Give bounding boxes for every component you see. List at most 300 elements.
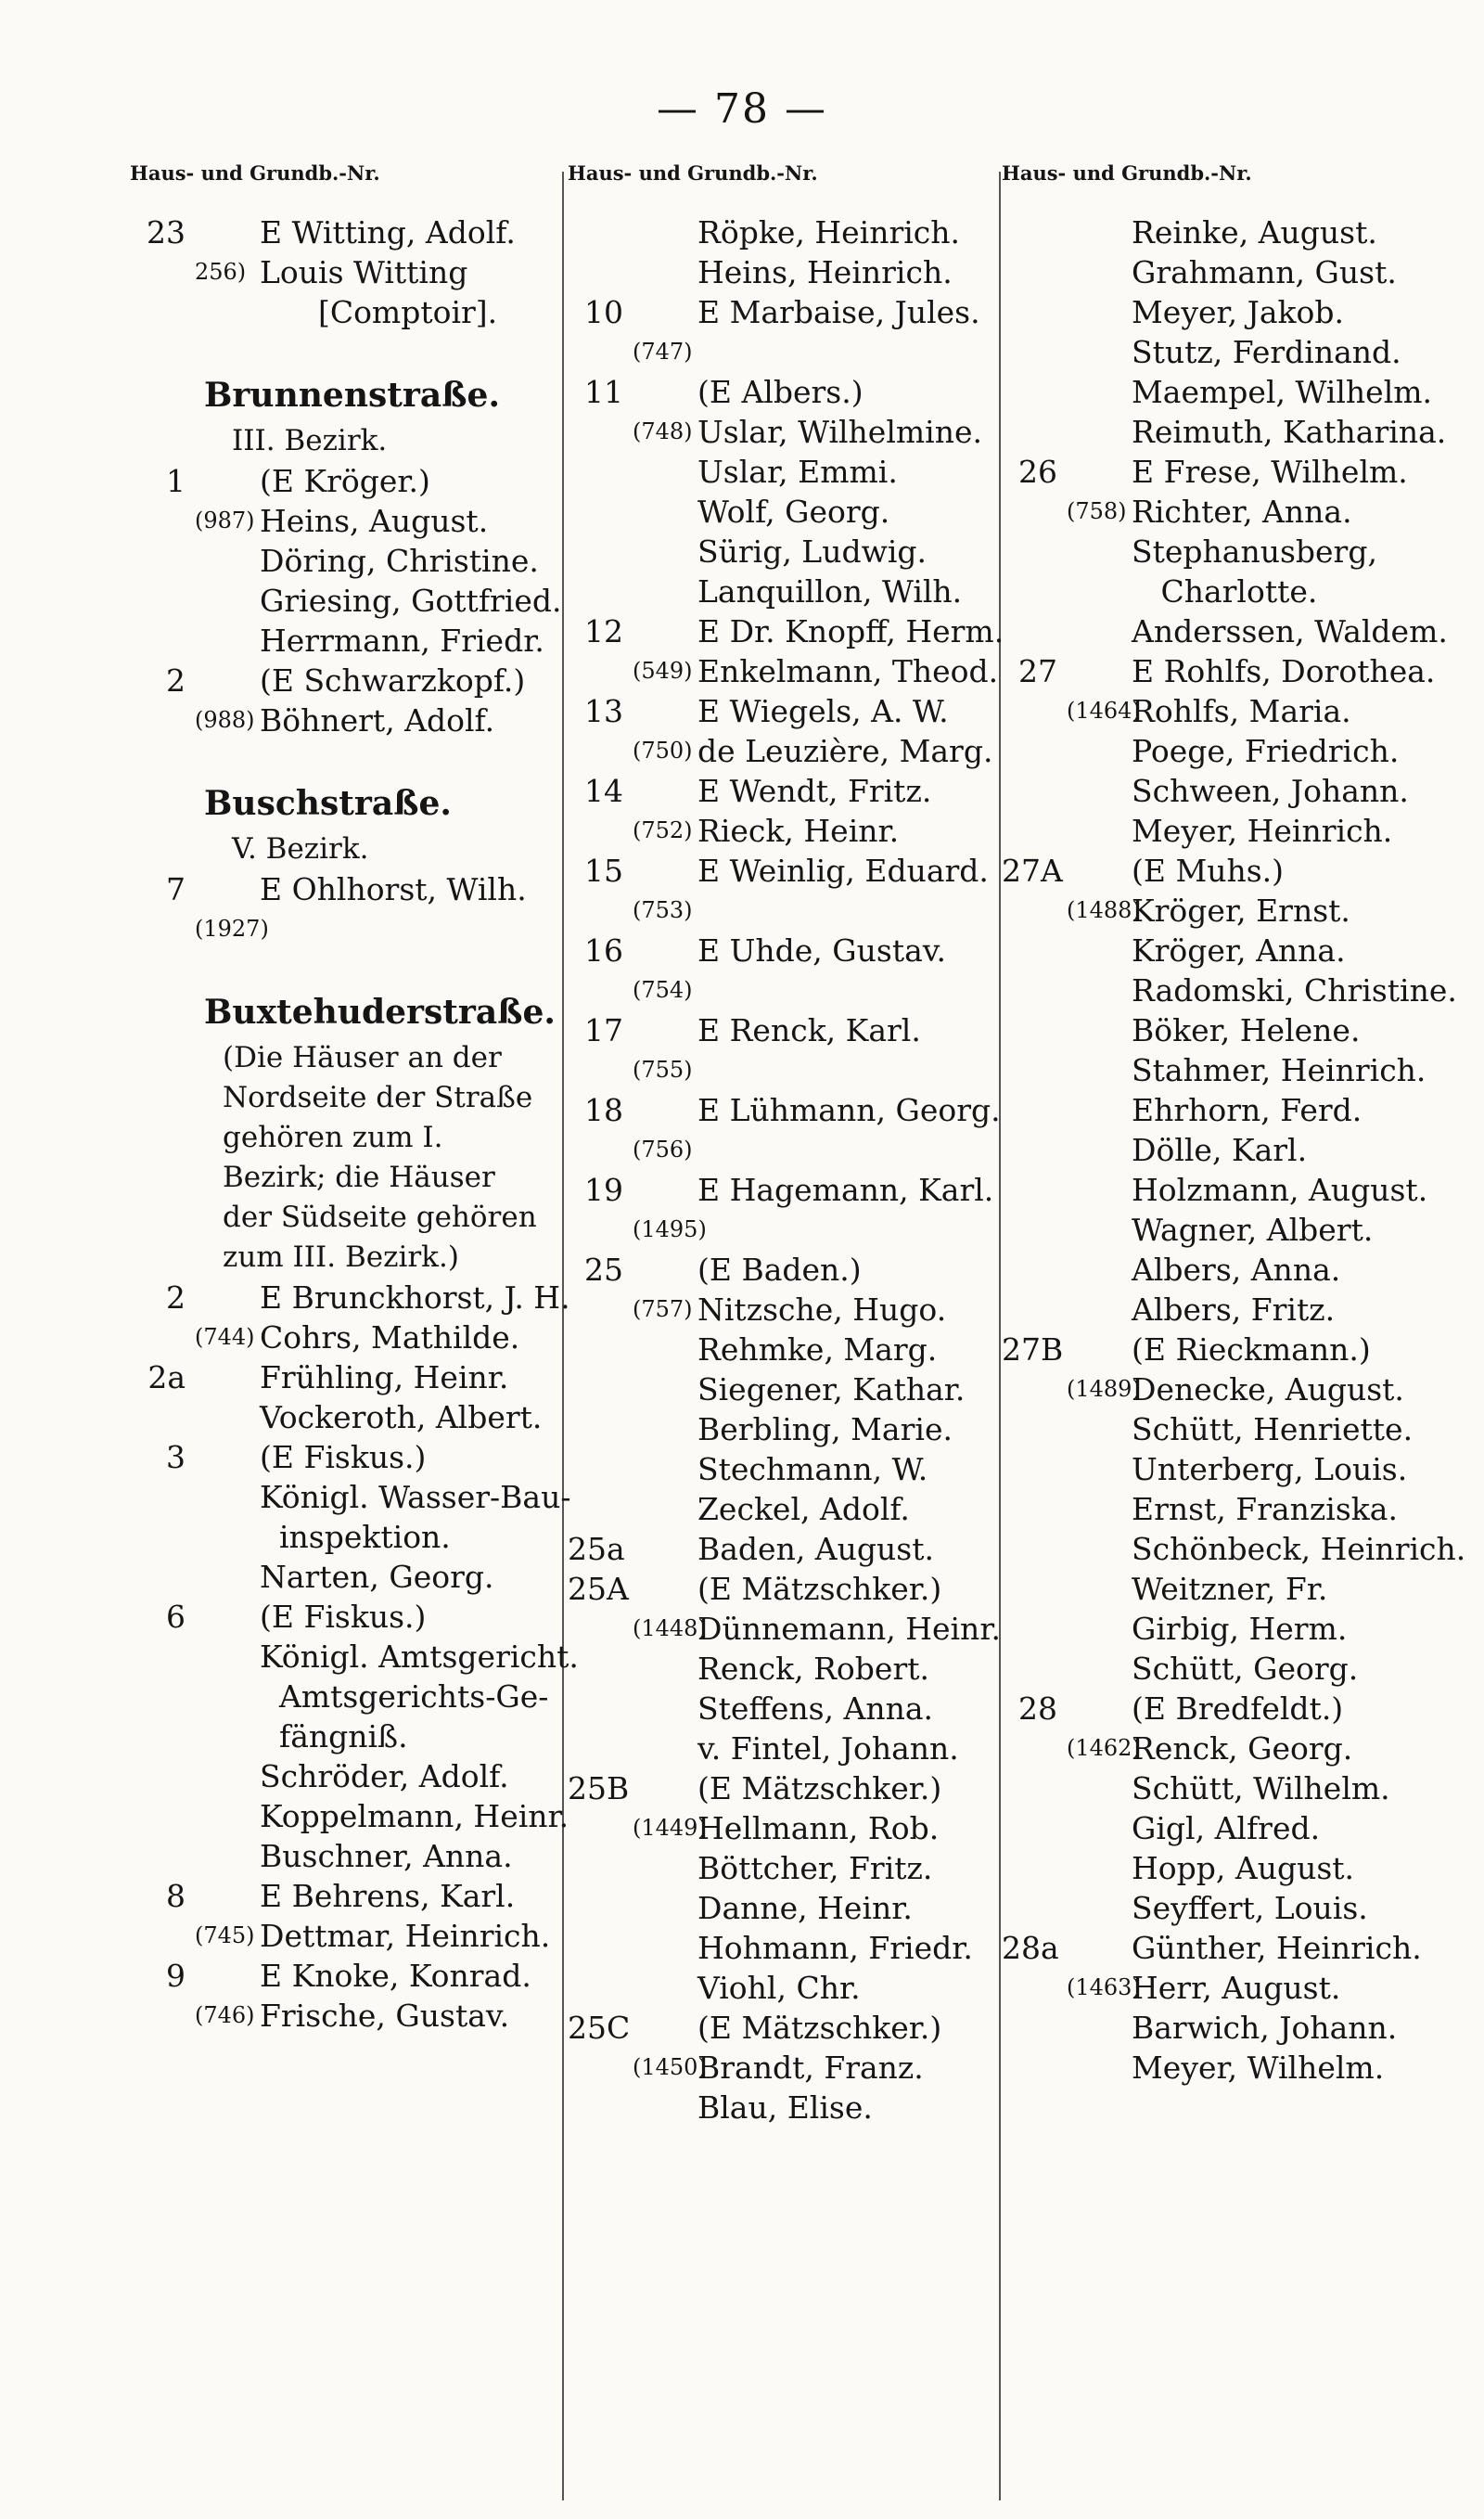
address-line — [568, 1689, 999, 1729]
resident-name: Griesing, Gottfried. — [260, 583, 562, 619]
resident-name: Ernst, Franziska. — [1132, 1491, 1398, 1527]
house-number: 13 — [584, 693, 623, 729]
resident-name: E Ohlhorst, Wilh. — [260, 871, 527, 907]
grundbuch-number: (750) — [633, 738, 693, 764]
address-line — [130, 1677, 556, 1716]
resident-name: E Brunckhorst, J. H. — [260, 1279, 570, 1316]
address-line — [130, 700, 556, 740]
address-line — [568, 212, 999, 252]
resident-name: Baden, August. — [697, 1531, 934, 1567]
house-number: 12 — [584, 613, 623, 649]
street-heading: Buxtehuderstraße. — [204, 993, 556, 1032]
address-line — [130, 1916, 556, 1956]
column-divider — [562, 172, 564, 2500]
house-number: 28 — [1018, 1690, 1057, 1727]
resident-name: Rehmke, Marg. — [697, 1331, 938, 1368]
address-line — [130, 1956, 556, 1996]
resident-name: Schütt, Georg. — [1132, 1651, 1359, 1687]
resident-name: Lanquillon, Wilh. — [697, 573, 963, 610]
address-line — [1002, 1250, 1442, 1290]
resident-name: (E Bredfeldt.) — [1132, 1690, 1344, 1727]
address-line — [130, 1597, 556, 1637]
column-header: Haus- und Grundb.-Nr. — [568, 161, 818, 185]
resident-name: (E Fiskus.) — [260, 1439, 427, 1475]
address-line — [568, 851, 999, 891]
resident-name: de Leuzière, Marg. — [697, 733, 993, 769]
grundbuch-number: (1927) — [195, 916, 269, 942]
page-number: — 78 — — [657, 85, 827, 133]
resident-name: Louis Witting — [260, 254, 468, 290]
house-number: 25A — [568, 1571, 629, 1607]
house-number: 27A — [1002, 853, 1063, 889]
address-line — [568, 1808, 999, 1848]
resident-name: Grahmann, Gust. — [1132, 254, 1397, 290]
address-line — [568, 811, 999, 851]
grundbuch-number: (988) — [195, 707, 255, 733]
resident-name: Frühling, Heinr. — [260, 1359, 509, 1395]
address-line — [1002, 1689, 1442, 1729]
resident-name: Amtsgerichts-Ge- — [260, 1678, 549, 1715]
grundbuch-number: (1450) — [633, 2054, 707, 2080]
address-line — [130, 1756, 556, 1796]
resident-name: Blau, Elise. — [697, 2089, 873, 2126]
address-line — [568, 292, 999, 332]
address-line — [568, 1968, 999, 2008]
address-line — [1002, 1888, 1442, 1928]
address-line — [1002, 1050, 1442, 1090]
address-line — [1002, 372, 1442, 412]
resident-name: Stahmer, Heinrich. — [1132, 1052, 1426, 1088]
resident-name: Heins, August. — [260, 503, 489, 539]
address-line — [568, 1409, 999, 1449]
resident-name: Schröder, Adolf. — [260, 1758, 509, 1794]
address-line — [1002, 1729, 1442, 1768]
address-line — [1002, 1409, 1442, 1449]
house-number: 6 — [166, 1599, 186, 1635]
address-line — [568, 1729, 999, 1768]
address-line — [130, 1716, 556, 1756]
address-line — [568, 2088, 999, 2127]
house-number: 3 — [166, 1439, 186, 1475]
resident-name: Richter, Anna. — [1132, 494, 1352, 530]
resident-name: Girbig, Herm. — [1132, 1611, 1348, 1647]
resident-name: Barwich, Johann. — [1132, 2010, 1398, 2046]
resident-name: (E Mätzschker.) — [697, 1770, 942, 1806]
house-number: 2a — [147, 1359, 186, 1395]
resident-name: E Behrens, Karl. — [260, 1878, 516, 1914]
resident-name: E Wiegels, A. W. — [697, 693, 949, 729]
address-line — [130, 621, 556, 661]
resident-name: Hellmann, Rob. — [697, 1810, 940, 1846]
address-line — [568, 1290, 999, 1330]
address-line — [568, 1449, 999, 1489]
resident-name: Uslar, Wilhelmine. — [697, 414, 983, 450]
grundbuch-number: (1462) — [1067, 1735, 1141, 1761]
house-number: 15 — [584, 853, 623, 889]
address-line — [1002, 1090, 1442, 1130]
address-line — [1002, 691, 1442, 731]
resident-name: Unterberg, Louis. — [1132, 1451, 1408, 1487]
resident-name: Zeckel, Adolf. — [697, 1491, 910, 1527]
address-line — [1002, 1290, 1442, 1330]
house-number: 17 — [584, 1012, 623, 1048]
district-label: III. Bezirk. — [232, 424, 388, 457]
grundbuch-number: (1449) — [633, 1815, 707, 1841]
address-line — [130, 1317, 556, 1357]
address-line — [130, 581, 562, 621]
house-number: 27 — [1018, 653, 1057, 689]
house-number: 25C — [568, 2010, 631, 2046]
resident-name: (E Mätzschker.) — [697, 1571, 942, 1607]
resident-name: Uslar, Emmi. — [697, 454, 898, 490]
address-line — [568, 372, 999, 412]
address-line — [130, 1278, 570, 1317]
address-line — [568, 931, 999, 970]
address-line — [1002, 212, 1442, 252]
column-divider — [999, 172, 1001, 2500]
address-line — [130, 501, 556, 541]
address-line — [568, 572, 999, 611]
address-line — [568, 1569, 999, 1609]
house-number: 25B — [568, 1770, 630, 1806]
grundbuch-number: (754) — [633, 977, 693, 1003]
address-line — [1002, 1449, 1442, 1489]
resident-name: Wagner, Albert. — [1132, 1212, 1374, 1248]
address-line — [130, 1876, 556, 1916]
resident-name: Gigl, Alfred. — [1132, 1810, 1321, 1846]
column-header: Haus- und Grundb.-Nr. — [1002, 161, 1252, 185]
resident-name: Reinke, August. — [1132, 214, 1377, 251]
address-line — [568, 1848, 999, 1888]
resident-name: Schütt, Henriette. — [1132, 1411, 1414, 1447]
resident-name: Danne, Heinr. — [697, 1890, 913, 1926]
resident-name: Steffens, Anna. — [697, 1690, 934, 1727]
resident-name: Schween, Johann. — [1132, 773, 1409, 809]
resident-name: Meyer, Jakob. — [1132, 294, 1345, 330]
address-line — [130, 661, 556, 700]
address-line — [568, 611, 1004, 651]
address-line — [1002, 1170, 1442, 1210]
address-line — [1002, 970, 1457, 1010]
address-line — [568, 2048, 999, 2088]
resident-name: Albers, Fritz. — [1132, 1292, 1336, 1328]
grundbuch-number: 256) — [195, 259, 247, 285]
resident-name: Meyer, Heinrich. — [1132, 813, 1393, 849]
street-heading: Brunnenstraße. — [204, 376, 500, 415]
address-line — [130, 252, 556, 292]
address-line — [568, 1090, 999, 1130]
address-line — [568, 1649, 999, 1689]
address-line — [1002, 1808, 1442, 1848]
address-line — [130, 1836, 556, 1876]
house-number: 25 — [584, 1252, 623, 1288]
resident-name: Röpke, Heinrich. — [697, 214, 961, 251]
resident-name: Radomski, Christine. — [1132, 972, 1457, 1009]
house-number: 16 — [584, 932, 623, 969]
address-line — [1002, 651, 1442, 691]
resident-name: Seyffert, Louis. — [1132, 1890, 1368, 1926]
address-line — [1002, 811, 1442, 851]
resident-name: Charlotte. — [1132, 573, 1318, 610]
address-line — [568, 252, 999, 292]
grundbuch-number: (747) — [633, 339, 693, 365]
resident-name: Böker, Helene. — [1132, 1012, 1361, 1048]
resident-name: (E Schwarzkopf.) — [260, 662, 526, 699]
house-number: 2 — [166, 662, 186, 699]
resident-name: Hohmann, Friedr. — [697, 1930, 973, 1966]
resident-name: E Wendt, Fritz. — [697, 773, 932, 809]
resident-name: Dettmar, Heinrich. — [260, 1918, 551, 1954]
address-line — [1002, 891, 1442, 931]
address-line — [1002, 771, 1442, 811]
district-label: V. Bezirk. — [232, 832, 369, 866]
grundbuch-number: (1463) — [1067, 1974, 1141, 2000]
house-number: 14 — [584, 773, 623, 809]
house-number: 23 — [147, 214, 186, 251]
resident-name: inspektion. — [260, 1519, 451, 1555]
resident-name: Herrmann, Friedr. — [260, 623, 544, 659]
resident-name: Buschner, Anna. — [260, 1838, 513, 1874]
grundbuch-number: (1495) — [633, 1216, 707, 1242]
address-line — [1002, 1649, 1442, 1689]
house-number: 7 — [166, 871, 186, 907]
resident-name: Heins, Heinrich. — [697, 254, 953, 290]
address-line — [1002, 452, 1442, 492]
address-line — [568, 731, 999, 771]
resident-name: Siegener, Kathar. — [697, 1371, 966, 1407]
resident-name: Albers, Anna. — [1132, 1252, 1341, 1288]
address-line — [568, 1330, 999, 1369]
house-number: 27B — [1002, 1331, 1064, 1368]
resident-name: Stephanusberg, — [1132, 533, 1377, 570]
resident-name: Döring, Christine. — [260, 543, 539, 579]
address-line — [130, 1637, 579, 1677]
address-line — [568, 891, 999, 931]
address-line — [568, 1529, 999, 1569]
address-line — [130, 909, 556, 949]
address-line — [130, 1477, 571, 1517]
resident-name: [Comptoir]. — [260, 294, 498, 330]
resident-name: E Marbaise, Jules. — [697, 294, 980, 330]
resident-name: Böttcher, Fritz. — [697, 1850, 933, 1886]
address-line — [130, 1796, 569, 1836]
address-line — [568, 1609, 999, 1649]
address-line — [568, 1369, 999, 1409]
resident-name: Kröger, Anna. — [1132, 932, 1346, 969]
resident-name: Narten, Georg. — [260, 1559, 494, 1595]
grundbuch-number: (755) — [633, 1057, 693, 1083]
resident-name: Rieck, Heinr. — [697, 813, 900, 849]
resident-name: Meyer, Wilhelm. — [1132, 2050, 1385, 2086]
address-line — [1002, 1010, 1442, 1050]
grundbuch-number: (744) — [195, 1324, 255, 1350]
resident-name: E Frese, Wilhelm. — [1132, 454, 1408, 490]
resident-name: v. Fintel, Johann. — [697, 1730, 959, 1767]
grundbuch-number: (756) — [633, 1137, 693, 1163]
address-line — [568, 1210, 999, 1250]
resident-name: Maempel, Wilhelm. — [1132, 374, 1433, 410]
address-line — [1002, 252, 1442, 292]
address-line — [568, 1010, 999, 1050]
address-line — [568, 2008, 999, 2048]
address-line — [568, 412, 999, 452]
address-line — [130, 541, 556, 581]
address-line — [568, 1250, 999, 1290]
grundbuch-number: (752) — [633, 817, 693, 843]
grundbuch-number: (1448) — [633, 1615, 707, 1641]
resident-name: Kröger, Ernst. — [1132, 893, 1350, 929]
address-line — [1002, 851, 1442, 891]
resident-name: Dünnemann, Heinr. — [697, 1611, 1001, 1647]
resident-name: Koppelmann, Heinr. — [260, 1798, 569, 1834]
column-2 — [568, 161, 1004, 2510]
address-line — [1002, 492, 1442, 532]
resident-name: Ehrhorn, Ferd. — [1132, 1092, 1362, 1128]
address-line — [1002, 1489, 1442, 1529]
address-line — [568, 771, 999, 811]
resident-name: Frische, Gustav. — [260, 1998, 510, 2034]
resident-name: Brandt, Franz. — [697, 2050, 924, 2086]
address-line — [130, 869, 556, 909]
resident-name: Königl. Amtsgericht. — [260, 1639, 579, 1675]
address-line — [1002, 931, 1442, 970]
resident-name: E Weinlig, Eduard. — [697, 853, 989, 889]
resident-name: Weitzner, Fr. — [1132, 1571, 1328, 1607]
address-line — [568, 492, 999, 532]
resident-name: Schütt, Wilhelm. — [1132, 1770, 1390, 1806]
house-number: 18 — [584, 1092, 623, 1128]
resident-name: Renck, Robert. — [697, 1651, 929, 1687]
address-line — [1002, 572, 1442, 611]
resident-name: Hopp, August. — [1132, 1850, 1355, 1886]
address-line — [568, 532, 999, 572]
resident-name: Sürig, Ludwig. — [697, 533, 928, 570]
column-header: Haus- und Grundb.-Nr. — [130, 161, 380, 185]
resident-name: E Renck, Karl. — [697, 1012, 921, 1048]
resident-name: fängniß. — [260, 1718, 408, 1754]
resident-name: E Hagemann, Karl. — [697, 1172, 994, 1208]
address-line — [130, 1397, 556, 1437]
address-line — [1002, 1848, 1442, 1888]
address-line — [1002, 2008, 1442, 2048]
resident-name: Rohlfs, Maria. — [1132, 693, 1351, 729]
resident-name: Wolf, Georg. — [697, 494, 890, 530]
address-line — [1002, 2048, 1442, 2088]
address-line — [568, 1928, 999, 1968]
resident-name: Renck, Georg. — [1132, 1730, 1353, 1767]
address-line — [130, 1557, 556, 1597]
house-number: 1 — [166, 463, 186, 499]
resident-name: Königl. Wasser-Bau- — [260, 1479, 571, 1515]
address-line — [1002, 1928, 1442, 1968]
address-line — [1002, 412, 1447, 452]
address-line — [568, 691, 999, 731]
address-line — [1002, 1768, 1442, 1808]
resident-name: Anderssen, Waldem. — [1132, 613, 1448, 649]
street-heading: Buschstraße. — [204, 784, 452, 823]
resident-name: Vockeroth, Albert. — [260, 1399, 543, 1435]
house-number: 2 — [166, 1279, 186, 1316]
grundbuch-number: (753) — [633, 897, 693, 923]
address-line — [130, 212, 556, 252]
address-line — [1002, 1130, 1442, 1170]
house-number: 8 — [166, 1878, 186, 1914]
resident-name: Böhnert, Adolf. — [260, 702, 495, 739]
resident-name: Viohl, Chr. — [697, 1970, 861, 2006]
resident-name: Dölle, Karl. — [1132, 1132, 1308, 1168]
address-line — [568, 452, 999, 492]
resident-name: (E Albers.) — [697, 374, 864, 410]
house-number: 11 — [584, 374, 623, 410]
address-line — [568, 651, 999, 691]
resident-name: Berbling, Marie. — [697, 1411, 953, 1447]
street-note: (Die Häuser an der Nordseite der Straße gehören zum I. Bezirk; die Häuser der Südseite gehören zum III. Bezirk.) — [223, 1041, 537, 1274]
address-line — [130, 1996, 556, 2036]
grundbuch-number: (757) — [633, 1296, 693, 1322]
resident-name: (E Kröger.) — [260, 463, 430, 499]
grundbuch-number: (1488) — [1067, 897, 1141, 923]
address-line — [568, 1170, 999, 1210]
resident-name: Stutz, Ferdinand. — [1132, 334, 1401, 370]
address-line — [130, 1437, 556, 1477]
address-line — [1002, 292, 1442, 332]
resident-name: E Dr. Knopff, Herm. — [697, 613, 1004, 649]
resident-name: (E Fiskus.) — [260, 1599, 427, 1635]
resident-name: Schönbeck, Heinrich. — [1132, 1531, 1466, 1567]
address-line — [130, 1517, 556, 1557]
address-line — [568, 970, 999, 1010]
address-line — [568, 1768, 999, 1808]
address-line — [1002, 332, 1442, 372]
resident-name: Holzmann, August. — [1132, 1172, 1428, 1208]
house-number: 10 — [584, 294, 623, 330]
address-line — [568, 1888, 999, 1928]
address-line — [1002, 611, 1448, 651]
resident-name: Enkelmann, Theod. — [697, 653, 999, 689]
resident-name: E Knoke, Konrad. — [260, 1958, 531, 1994]
grundbuch-number: (1489) — [1067, 1376, 1141, 1402]
address-line — [1002, 1210, 1442, 1250]
resident-name: Günther, Heinrich. — [1132, 1930, 1422, 1966]
resident-name: E Rohlfs, Dorothea. — [1132, 653, 1436, 689]
house-number: 28a — [1002, 1930, 1059, 1966]
grundbuch-number: (1464) — [1067, 698, 1141, 724]
address-line — [1002, 1369, 1442, 1409]
address-line — [1002, 1968, 1442, 2008]
grundbuch-number: (549) — [633, 658, 693, 684]
resident-name: Nitzsche, Hugo. — [697, 1292, 947, 1328]
address-line — [568, 332, 999, 372]
address-line — [130, 1357, 556, 1397]
resident-name: Denecke, August. — [1132, 1371, 1404, 1407]
resident-name: Reimuth, Katharina. — [1132, 414, 1447, 450]
address-line — [1002, 1529, 1466, 1569]
address-line — [1002, 1330, 1442, 1369]
resident-name: E Witting, Adolf. — [260, 214, 516, 251]
column-3 — [1002, 161, 1466, 2510]
address-line — [1002, 1569, 1442, 1609]
grundbuch-number: (748) — [633, 418, 693, 444]
resident-name: (E Baden.) — [697, 1252, 862, 1288]
resident-name: Stechmann, W. — [697, 1451, 928, 1487]
resident-name: Herr, August. — [1132, 1970, 1341, 2006]
house-number: 25a — [568, 1531, 625, 1567]
resident-name: E Lühmann, Georg. — [697, 1092, 1001, 1128]
grundbuch-number: (746) — [195, 2002, 255, 2028]
address-line — [130, 461, 556, 501]
address-line — [568, 1050, 999, 1090]
grundbuch-number: (758) — [1067, 498, 1127, 524]
